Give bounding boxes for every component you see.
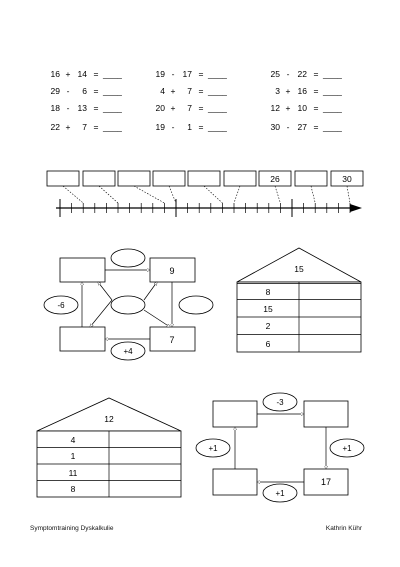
exercise-answer-blank[interactable]: ____ bbox=[323, 122, 342, 132]
cycle1-box-bottom-left[interactable] bbox=[60, 327, 105, 351]
house1-row-1: 8 bbox=[265, 287, 271, 297]
exercise-operand-a: 18 bbox=[50, 103, 60, 113]
exercise-operator: + bbox=[65, 69, 71, 79]
number-line-box-frame[interactable] bbox=[83, 171, 115, 186]
exercise-operator: + bbox=[170, 103, 176, 113]
cycle2-label-top: -3 bbox=[276, 398, 284, 407]
number-line-box-frame[interactable] bbox=[118, 171, 150, 186]
number-line-box[interactable] bbox=[224, 171, 256, 203]
number-line-box[interactable] bbox=[47, 171, 83, 203]
cycle1-arrow-diag-1 bbox=[90, 300, 112, 327]
cycle1-label-left: -6 bbox=[57, 301, 65, 310]
exercise-equals: = bbox=[313, 86, 319, 96]
exercise-operand-a: 20 bbox=[155, 103, 165, 113]
exercise-operator: + bbox=[170, 86, 176, 96]
cycle1-value-bottom-right: 7 bbox=[169, 335, 175, 345]
cycle1-label-bottom: +4 bbox=[123, 347, 133, 356]
exercise-equals: = bbox=[93, 86, 99, 96]
number-line-pointer bbox=[347, 186, 350, 203]
cycle1-arrow-diag-4 bbox=[144, 310, 170, 327]
cycle-diagram-1 bbox=[44, 249, 213, 360]
exercise-answer-blank[interactable]: ____ bbox=[103, 122, 122, 132]
exercise-answer-blank[interactable]: ____ bbox=[103, 86, 122, 96]
exercise-equals: = bbox=[93, 69, 99, 79]
exercise-operand-b: 7 bbox=[82, 122, 87, 132]
exercise-row bbox=[271, 69, 343, 79]
exercise-operand-b: 7 bbox=[187, 103, 192, 113]
number-line-box-frame[interactable] bbox=[224, 171, 256, 186]
number-line-pointer bbox=[204, 186, 222, 203]
exercise-row bbox=[51, 103, 123, 113]
cycle1-oval-top[interactable] bbox=[111, 249, 145, 267]
house2-row-3: 11 bbox=[68, 468, 78, 478]
cycle2-box-bottom-left[interactable] bbox=[213, 469, 257, 495]
exercise-operator: - bbox=[286, 122, 290, 132]
exercise-operand-b: 10 bbox=[297, 103, 307, 113]
number-line-box[interactable] bbox=[188, 171, 222, 203]
exercise-operand-a: 16 bbox=[50, 69, 60, 79]
footer-left: Symptomtraining Dyskalkulie bbox=[30, 525, 114, 532]
cycle2-label-bottom: +1 bbox=[275, 489, 285, 498]
number-house-1 bbox=[237, 248, 361, 352]
exercise-answer-blank[interactable]: ____ bbox=[323, 103, 342, 113]
number-line-box-value: 30 bbox=[342, 174, 352, 184]
number-house-2 bbox=[37, 398, 181, 497]
exercise-operand-a: 30 bbox=[270, 122, 280, 132]
exercise-answer-blank[interactable]: ____ bbox=[103, 69, 122, 79]
exercise-answer-blank[interactable]: ____ bbox=[323, 86, 342, 96]
exercise-row bbox=[156, 69, 228, 79]
cycle2-label-left: +1 bbox=[208, 444, 218, 453]
cycle-diagram-2 bbox=[196, 393, 364, 502]
exercise-row bbox=[271, 122, 343, 132]
exercise-operand-b: 17 bbox=[182, 69, 192, 79]
exercise-operand-a: 19 bbox=[155, 69, 165, 79]
number-line-pointer bbox=[275, 186, 280, 203]
exercise-operand-b: 1 bbox=[187, 122, 192, 132]
exercise-operand-b: 14 bbox=[77, 69, 87, 79]
exercise-equals: = bbox=[198, 122, 204, 132]
exercise-row bbox=[160, 86, 227, 96]
number-line-box-value: 26 bbox=[270, 174, 280, 184]
exercise-row bbox=[51, 69, 123, 79]
house2-roof-value: 12 bbox=[104, 414, 114, 424]
cycle2-box-top-right[interactable] bbox=[304, 401, 348, 427]
exercise-row bbox=[156, 103, 228, 113]
number-line-box[interactable] bbox=[83, 171, 118, 203]
exercise-answer-blank[interactable]: ____ bbox=[208, 69, 227, 79]
exercise-row bbox=[271, 103, 343, 113]
exercise-operator: + bbox=[285, 86, 291, 96]
cycle1-arrow-diag-2 bbox=[98, 282, 112, 300]
exercise-operand-b: 27 bbox=[297, 122, 307, 132]
exercise-equals: = bbox=[313, 122, 319, 132]
exercise-operand-a: 12 bbox=[270, 103, 280, 113]
number-line-pointer bbox=[134, 186, 164, 203]
exercise-answer-blank[interactable]: ____ bbox=[323, 69, 342, 79]
house2-row-2: 1 bbox=[70, 451, 76, 461]
exercise-operand-a: 3 bbox=[275, 86, 280, 96]
number-line-pointer bbox=[311, 186, 315, 203]
exercise-operator: + bbox=[285, 103, 291, 113]
exercise-operand-a: 25 bbox=[270, 69, 280, 79]
number-line-arrowhead bbox=[350, 204, 362, 212]
number-line-box[interactable] bbox=[295, 171, 327, 203]
exercise-equals: = bbox=[198, 103, 204, 113]
cycle1-arrow-diag-3 bbox=[144, 282, 157, 300]
cycle1-oval-right[interactable] bbox=[179, 296, 213, 314]
exercise-operand-b: 22 bbox=[297, 69, 307, 79]
exercise-equals: = bbox=[198, 69, 204, 79]
number-line-box bbox=[259, 171, 291, 203]
exercise-operator: - bbox=[171, 69, 175, 79]
number-line-pointer bbox=[99, 186, 118, 203]
exercise-answer-blank[interactable]: ____ bbox=[208, 103, 227, 113]
number-line-box-frame[interactable] bbox=[47, 171, 79, 186]
exercise-operand-b: 16 bbox=[297, 86, 307, 96]
house2-row-4: 8 bbox=[70, 484, 76, 494]
exercise-answer-blank[interactable]: ____ bbox=[103, 103, 122, 113]
exercise-operand-b: 7 bbox=[187, 86, 192, 96]
number-line-box-frame[interactable] bbox=[188, 171, 220, 186]
exercise-row bbox=[51, 122, 123, 132]
exercise-operand-a: 22 bbox=[50, 122, 60, 132]
cycle1-box-top-left[interactable] bbox=[60, 258, 105, 282]
exercise-operand-a: 29 bbox=[50, 86, 60, 96]
number-line-pointer bbox=[169, 186, 176, 203]
exercise-operator: - bbox=[286, 69, 290, 79]
exercise-equals: = bbox=[313, 69, 319, 79]
exercise-equals: = bbox=[313, 103, 319, 113]
cycle2-box-top-left[interactable] bbox=[213, 401, 257, 427]
cycle2-label-right: +1 bbox=[342, 444, 352, 453]
exercise-operator: - bbox=[66, 86, 70, 96]
number-line-box bbox=[331, 171, 363, 203]
exercise-operand-b: 6 bbox=[82, 86, 87, 96]
number-line-box-frame[interactable] bbox=[153, 171, 185, 186]
number-line-boxes bbox=[47, 171, 363, 203]
exercise-row bbox=[275, 86, 342, 96]
exercise-row bbox=[51, 86, 123, 96]
exercise-grid bbox=[51, 69, 343, 132]
house1-row-2: 15 bbox=[263, 304, 273, 314]
exercise-answer-blank[interactable]: ____ bbox=[208, 122, 227, 132]
exercise-equals: = bbox=[93, 103, 99, 113]
exercise-operand-a: 4 bbox=[160, 86, 165, 96]
number-line-box-frame[interactable] bbox=[295, 171, 327, 186]
number-line-pointer bbox=[63, 186, 83, 203]
house1-row-3: 2 bbox=[265, 321, 271, 331]
house2-row-1: 4 bbox=[70, 435, 76, 445]
house1-row-4: 6 bbox=[265, 339, 271, 349]
exercise-equals: = bbox=[198, 86, 204, 96]
exercise-operand-b: 13 bbox=[77, 103, 87, 113]
cycle1-value-top-right: 9 bbox=[169, 266, 175, 276]
exercise-row bbox=[156, 122, 228, 132]
footer-right: Kathrin Kühr bbox=[325, 525, 362, 532]
exercise-operand-a: 19 bbox=[155, 122, 165, 132]
number-line bbox=[47, 171, 363, 217]
exercise-operator: - bbox=[171, 122, 175, 132]
cycle2-value-bottom-right: 17 bbox=[320, 477, 332, 487]
exercise-equals: = bbox=[93, 122, 99, 132]
exercise-operator: - bbox=[66, 103, 70, 113]
cycle1-oval-center[interactable] bbox=[111, 296, 145, 314]
house1-roof-value: 15 bbox=[294, 264, 304, 274]
number-line-pointer bbox=[234, 186, 240, 203]
number-line-box[interactable] bbox=[153, 171, 185, 203]
exercise-operator: + bbox=[65, 122, 71, 132]
exercise-answer-blank[interactable]: ____ bbox=[208, 86, 227, 96]
